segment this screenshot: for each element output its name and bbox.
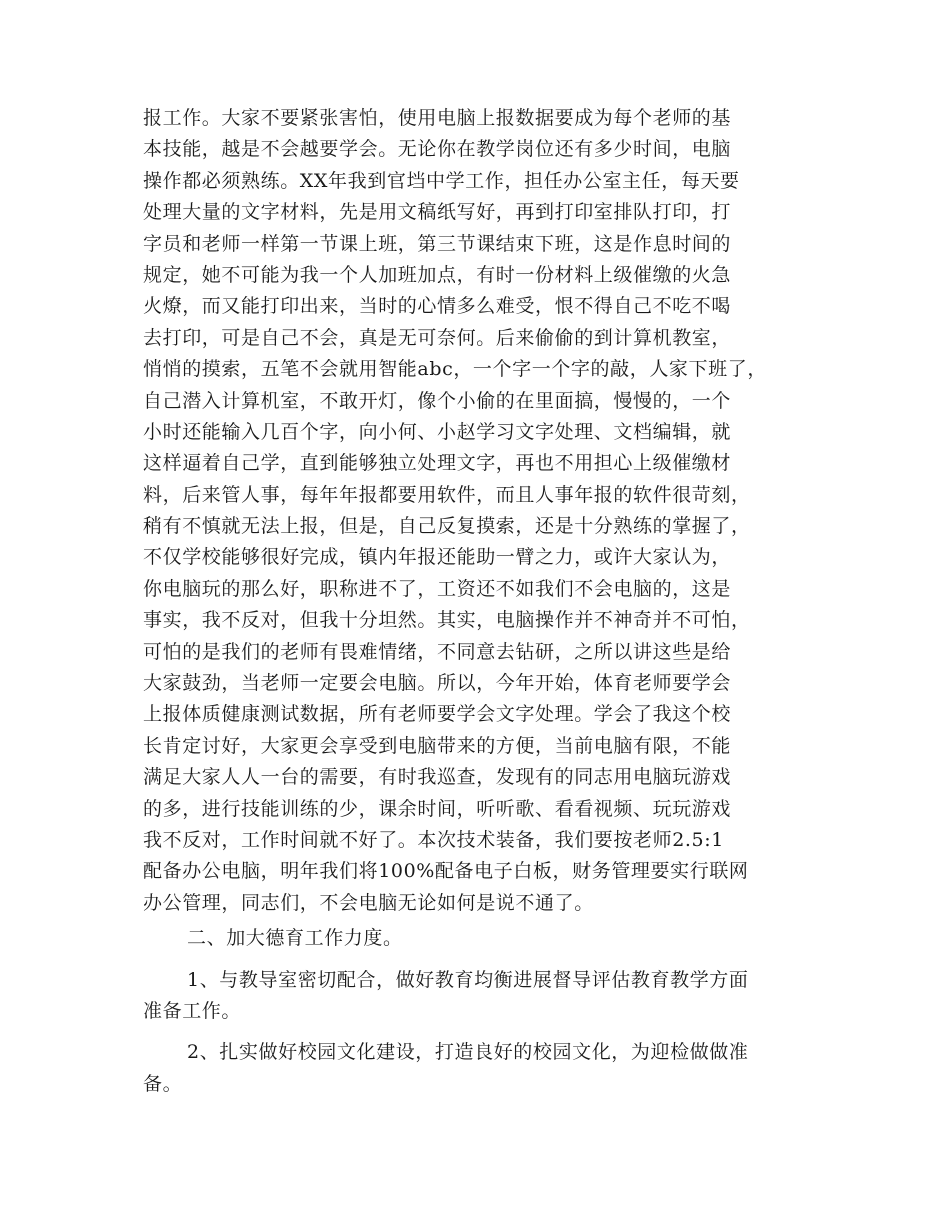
text-line: 规定，她不可能为我一个人加班加点，有时一份材料上级催缴的火急 — [143, 263, 732, 286]
text-line: 办公管理，同志们，不会电脑无论如何是说不通了。 — [143, 891, 594, 914]
text-line: 火燎，而又能打印出来，当时的心情多么难受，恨不得自己不吃不喝 — [143, 295, 732, 318]
text-line: 的多，进行技能训练的少，课余时间，听听歌、看看视频、玩玩游戏 — [143, 797, 732, 820]
text-line: 小时还能输入几百个字，向小何、小赵学习文字处理、文档编辑，就 — [143, 420, 732, 443]
text-line: 事实，我不反对，但我十分坦然。其实，电脑操作并不神奇并不可怕， — [143, 609, 751, 632]
text-line: 这样逼着自己学，直到能够独立处理文字，再也不用担心上级催缴材 — [143, 452, 732, 475]
text-line: 2、扎实做好校园文化建设，打造良好的校园文化，为迎检做做准 — [187, 1041, 749, 1064]
text-line: 自己潜入计算机室，不敢开灯，像个小偷的在里面搞，慢慢的，一个 — [143, 389, 732, 412]
text-line: 料，后来管人事，每年年报都要用软件，而且人事年报的软件很苛刻， — [143, 483, 751, 506]
text-line: 本技能，越是不会越要学会。无论你在教学岗位还有多少时间，电脑 — [143, 138, 732, 161]
text-line: 不仅学校能够很好完成，镇内年报还能助一臂之力，或许大家认为， — [143, 546, 732, 569]
paragraph-computer-skills — [143, 103, 823, 919]
text-line: 字员和老师一样第一节课上班，第三节课结束下班，这是作息时间的 — [143, 232, 732, 255]
text-line: 准备工作。 — [143, 999, 242, 1022]
text-line: 操作都必须熟练。XX年我到官垱中学工作，担任办公室主任，每天要 — [143, 169, 740, 192]
text-line: 报工作。大家不要紧张害怕，使用电脑上报数据要成为每个老师的基 — [143, 107, 732, 129]
text-line: 大家鼓劲，当老师一定要会电脑。所以，今年开始，体育老师要学会 — [143, 672, 732, 695]
text-line: 备。 — [143, 1072, 183, 1095]
text-line: 满足大家人人一台的需要，有时我巡查，发现有的同志用电脑玩游戏 — [143, 766, 732, 789]
section-heading: 二、加大德育工作力度。 — [187, 927, 403, 950]
text-line: 配备办公电脑，明年我们将100%配备电子白板，财务管理要实行联网 — [143, 860, 749, 883]
text-line: 长肯定讨好，大家更会享受到电脑带来的方便，当前电脑有限，不能 — [143, 734, 732, 757]
text-line: 稍有不慎就无法上报，但是，自己反复摸索，还是十分熟练的掌握了， — [143, 515, 751, 538]
text-line: 我不反对，工作时间就不好了。本次技术装备，我们要按老师2.5:1 — [143, 828, 724, 851]
list-item-1 — [143, 965, 823, 1028]
text-line: 1、与教导室密切配合，做好教育均衡进展督导评估教育教学方面 — [187, 968, 749, 991]
text-line: 悄悄的摸索，五笔不会就用智能abc，一个字一个字的敲，人家下班了， — [143, 358, 767, 381]
document-body — [143, 103, 823, 1100]
text-line: 去打印，可是自己不会，真是无可奈何。后来偷偷的到计算机教室， — [143, 326, 732, 349]
text-line: 上报体质健康测试数据，所有老师要学会文字处理。学会了我这个校 — [143, 703, 732, 726]
list-item-2 — [143, 1037, 823, 1100]
text-line: 可怕的是我们的老师有畏难情绪，不同意去钻研，之所以讲这些是给 — [143, 640, 732, 663]
text-line: 你电脑玩的那么好，职称进不了，工资还不如我们不会电脑的，这是 — [143, 577, 732, 600]
text-line: 处理大量的文字材料，先是用文稿纸写好，再到打印室排队打印，打 — [143, 201, 732, 224]
